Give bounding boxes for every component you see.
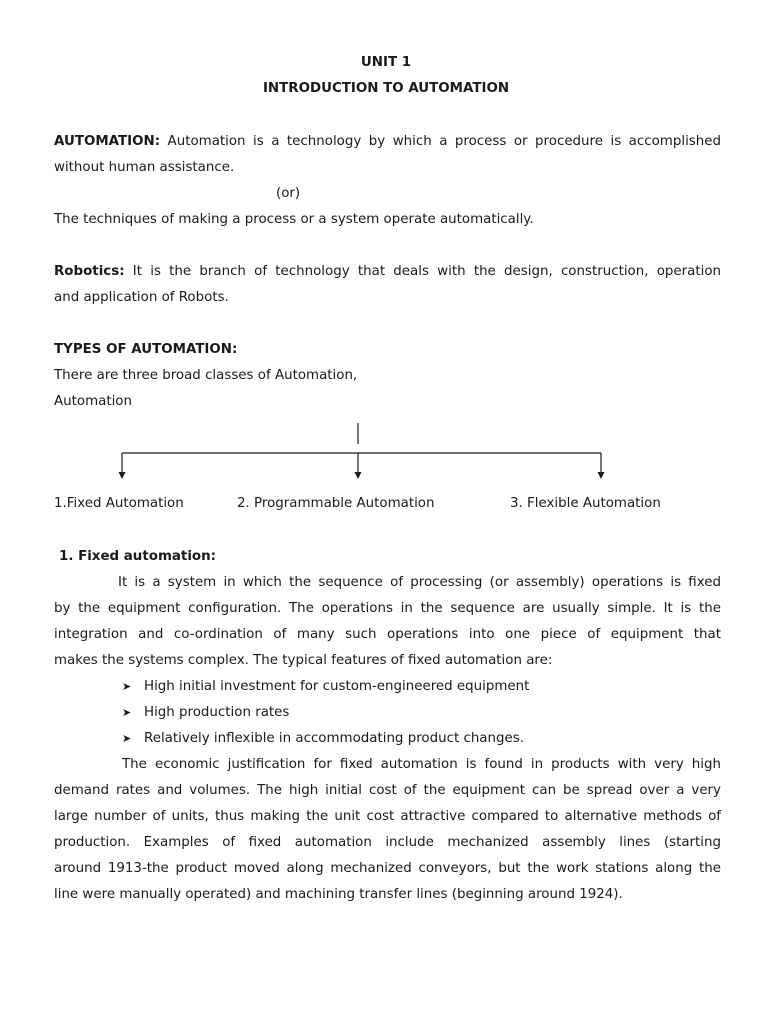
automation-definition-line-3: The techniques of making a process or a system operate automatically. [54,212,534,227]
arrowhead-bullet-icon: ➤ [122,680,132,693]
fixed-para1-line-4: makes the systems complex. The typical features of fixed automation are: [54,653,553,668]
robotics-definition-line-2: and application of Robots. [54,290,229,305]
fixed-para1-line-1: It is a system in which the sequence of processing (or assembly) operations is fixed [118,575,721,590]
fixed-para1-line-2: by the equipment configuration. The operations in the sequence are usually simple. It is the [54,601,721,616]
fixed-para2-line-2: demand rates and volumes. The high initial cost of the equipment can be spread over a very [54,783,721,798]
document-title: INTRODUCTION TO AUTOMATION [262,81,510,96]
arrowhead-bullet-icon: ➤ [122,706,132,719]
automation-term: AUTOMATION: [54,134,161,149]
unit-heading: UNIT 1 [360,55,412,70]
branch-flexible-automation: 3. Flexible Automation [510,496,661,511]
fixed-para2-line-4: production. Examples of fixed automation include mechanized assembly lines (starting [54,835,721,850]
bullet-item: Relatively inflexible in accommodating product changes. [144,731,524,746]
fixed-automation-heading: 1. Fixed automation: [59,549,217,564]
fixed-para2-line-5: around 1913-the product moved along mechanized conveyors, but the work stations along the [54,861,721,876]
fixed-para2-line-1: The economic justification for fixed automation is found in products with very high [122,757,721,772]
or-separator: (or) [276,186,301,201]
fixed-para1-line-3: integration and co-ordination of many such operations into one piece of equipment that [54,627,721,642]
robotics-definition-line-1: Robotics: It is the branch of technology that deals with the design, construction, operation [54,264,721,279]
fixed-para2-line-6: line were manually operated) and machining transfer lines (beginning around 1924). [54,887,623,902]
automation-definition-line-1: AUTOMATION: Automation is a technology by which a process or procedure is accomplished [54,134,721,149]
types-heading: TYPES OF AUTOMATION: [54,342,238,357]
tree-branch-1-arrowhead [119,472,126,479]
types-intro: There are three broad classes of Automation, [54,368,358,383]
tree-branch-2-arrowhead [355,472,362,479]
automation-definition-line-2: without human assistance. [54,160,235,175]
arrowhead-bullet-icon: ➤ [122,732,132,745]
bullet-item: High production rates [144,705,290,720]
tree-branch-3-arrowhead [598,472,605,479]
tree-root-label: Automation [54,394,132,409]
fixed-para2-line-3: large number of units, thus making the unit cost attractive compared to alternative methods of [54,809,721,824]
branch-fixed-automation: 1.Fixed Automation [54,496,184,511]
bullet-item: High initial investment for custom-engineered equipment [144,679,530,694]
robotics-term: Robotics: [54,264,125,279]
branch-programmable-automation: 2. Programmable Automation [237,496,435,511]
